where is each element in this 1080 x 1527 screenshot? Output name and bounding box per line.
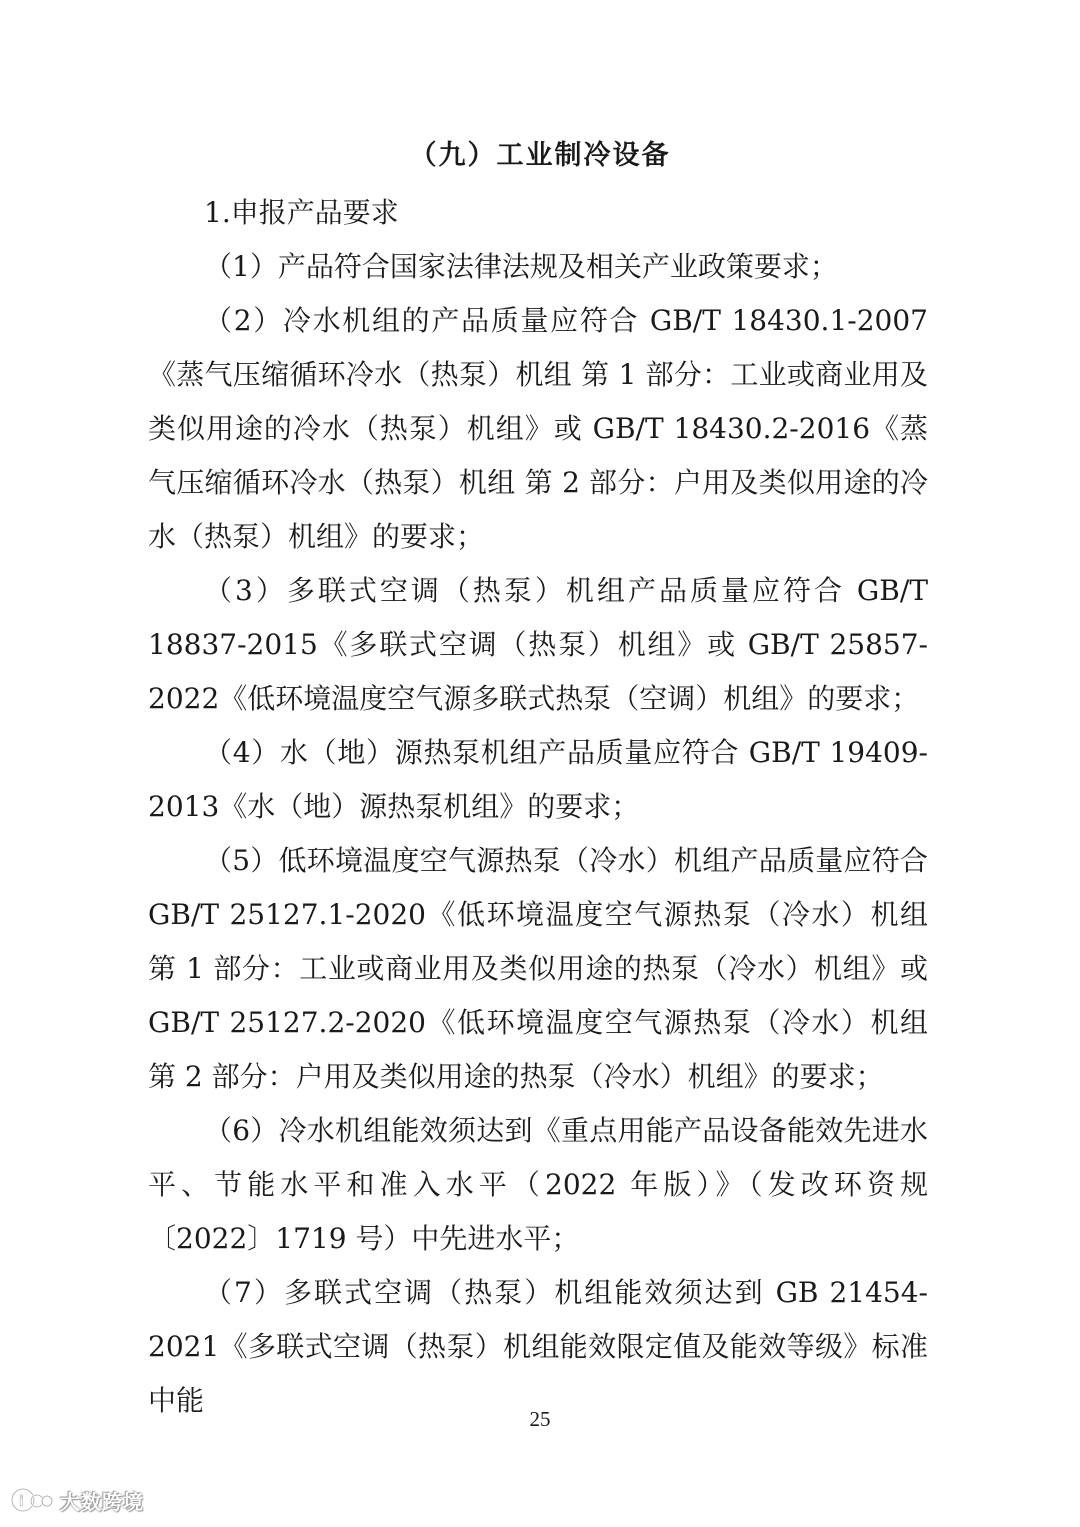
paragraph-item-7: （7）多联式空调（热泵）机组能效须达到 GB 21454-2021《多联式空调（热泵）机组能效限定值及能效等级》标准中能 [148,1276,928,1417]
paragraph-item-5: （5）低环境温度空气源热泵（冷水）机组产品质量应符合 GB/T 25127.1-2020《低环境温度空气源热泵（冷水）机组 第 1 部分：工业或商业用及类似用途的热泵（冷水）机组》或 GB/T 25127.2-2020《低环境温度空气源热泵（冷水）机组 第 2 部分：户用及类似用途的热泵（冷水）机组》的要求； [148,844,928,1093]
watermark [10,1484,144,1516]
section-heading: （九）工业制冷设备 [409,140,671,171]
paragraph-item-2: （2）冷水机组的产品质量应符合 GB/T 18430.1-2007《蒸气压缩循环冷水（热泵）机组 第 1 部分：工业或商业用及类似用途的冷水（热泵）机组》或 GB/T 18430.2-2016《蒸气压缩循环冷水（热泵）机组 第 2 部分：户用及类似用途的冷水（热泵）机组》的要求； [148,304,928,553]
paragraph-item-3: （3）多联式空调（热泵）机组产品质量应符合 GB/T 18837-2015《多联式空调（热泵）机组》或 GB/T 25857-2022《低环境温度空气源多联式热泵（空调）机组》的要求； [148,574,928,715]
document-body [148,186,928,1428]
page-number: 25 [529,1407,551,1431]
ibo-logo-icon [10,1487,54,1513]
svg-text:i: i [19,1494,24,1510]
watermark-text: 大数跨境 [60,1489,144,1514]
paragraph-item-6: （6）冷水机组能效须达到《重点用能产品设备能效先进水平、节能水平和准入水平（2022 年版）》（发改环资规〔2022〕1719 号）中先进水平； [148,1114,928,1255]
paragraph-item-4: （4）水（地）源热泵机组产品质量应符合 GB/T 19409-2013《水（地）源热泵机组》的要求； [148,736,928,823]
paragraph-item-1: （1）产品符合国家法律法规及相关产业政策要求； [204,250,838,283]
paragraph-declaration-requirements-title: 1.申报产品要求 [204,196,399,229]
